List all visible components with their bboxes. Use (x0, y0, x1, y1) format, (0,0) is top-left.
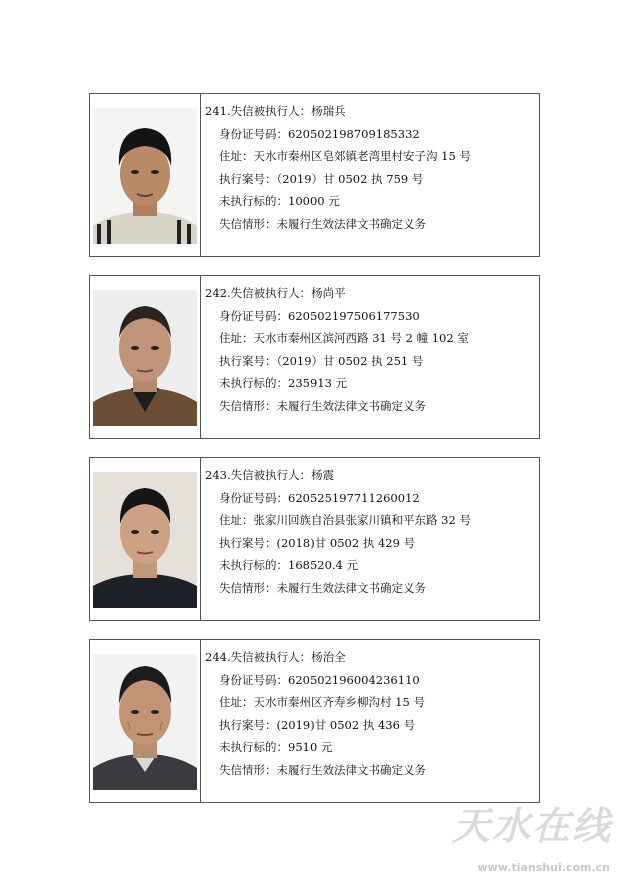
photo-cell (90, 640, 201, 802)
record-info (205, 282, 533, 418)
record-heading: 241.失信被执行人：杨瑞兵 (205, 104, 346, 118)
record-info (205, 646, 533, 782)
case-number: 执行案号：（2019）甘 0502 执 759 号 (219, 171, 424, 186)
record-info (205, 100, 533, 236)
default-status: 失信情形：未履行生效法律文书确定义务 (219, 398, 426, 413)
case-number: 执行案号：(2018)甘 0502 执 429 号 (219, 535, 416, 550)
case-number: 执行案号：（2019）甘 0502 执 251 号 (219, 353, 424, 368)
record-heading: 242.失信被执行人：杨尚平 (205, 286, 346, 300)
outstanding-amount: 未执行标的：235913 元 (219, 376, 348, 391)
outstanding-amount: 未执行标的：168520.4 元 (219, 558, 359, 573)
default-status: 失信情形：未履行生效法律文书确定义务 (219, 580, 426, 595)
id-number: 身份证号码：620525197711260012 (219, 490, 420, 505)
id-number: 身份证号码：620502196004236110 (219, 672, 420, 687)
record-heading: 244.失信被执行人：杨治全 (205, 650, 346, 664)
photo-cell (90, 94, 201, 256)
record-info (205, 464, 533, 600)
portrait-photo (93, 290, 197, 426)
site-watermark (440, 806, 620, 876)
portrait-photo (93, 108, 197, 244)
watermark-url: www.tianshui.com.cn (477, 861, 610, 874)
record-card (89, 639, 540, 803)
watermark-title: 天水在线 (451, 804, 612, 848)
id-number: 身份证号码：620502197506177530 (219, 308, 420, 323)
portrait-photo (93, 654, 197, 790)
default-status: 失信情形：未履行生效法律文书确定义务 (219, 216, 426, 231)
outstanding-amount: 未执行标的：10000 元 (219, 194, 340, 209)
record-card (89, 93, 540, 257)
record-heading: 243.失信被执行人：杨震 (205, 468, 335, 482)
photo-cell (90, 458, 201, 620)
record-card (89, 275, 540, 439)
outstanding-amount: 未执行标的：9510 元 (219, 740, 333, 755)
portrait-photo (93, 472, 197, 608)
address: 住址：张家川回族自治县张家川镇和平东路 32 号 (219, 513, 471, 528)
photo-cell (90, 276, 201, 438)
address: 住址：天水市秦州区滨河西路 31 号 2 幢 102 室 (219, 331, 469, 346)
address: 住址：天水市秦州区皂郊镇老湾里村安子沟 15 号 (219, 149, 471, 164)
address: 住址：天水市秦州区齐寿乡柳沟村 15 号 (219, 695, 425, 710)
case-number: 执行案号：(2019)甘 0502 执 436 号 (219, 717, 416, 732)
record-card (89, 457, 540, 621)
id-number: 身份证号码：620502198709185332 (219, 126, 420, 141)
default-status: 失信情形：未履行生效法律文书确定义务 (219, 762, 426, 777)
